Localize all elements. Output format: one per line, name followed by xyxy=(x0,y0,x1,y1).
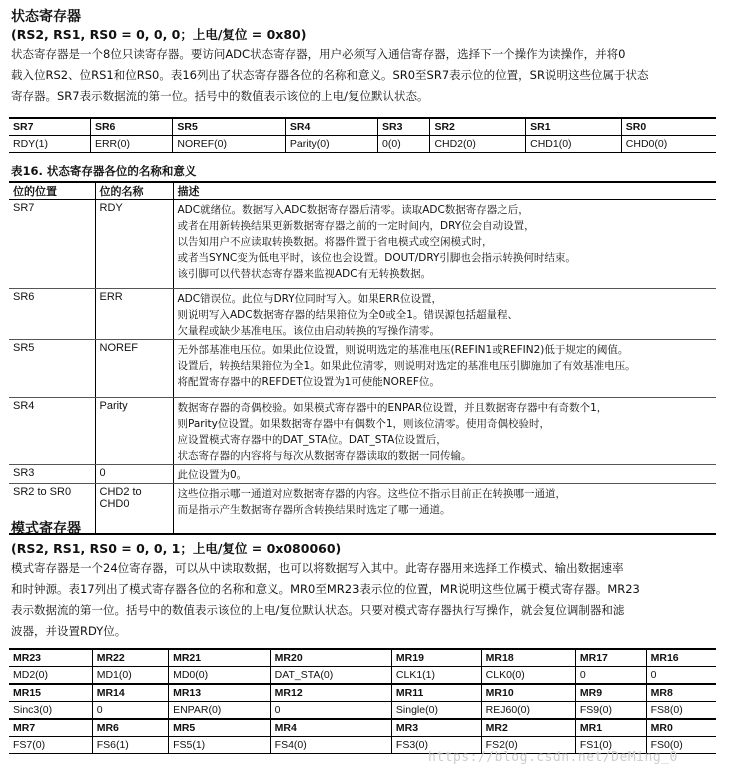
bit-value: 0 xyxy=(646,667,716,685)
mode-register-description xyxy=(11,558,640,642)
paragraph-line: 表示数据流的第一位。括号中的数值表示该位的上电/复位默认状态。只要对模式寄存器执行写操作，就会复位调制器和滤 xyxy=(11,603,625,617)
col-header-name: 位的名称 xyxy=(95,182,173,200)
table-row xyxy=(9,398,716,465)
desc-line: 该引脚可以代替状态寄存器来监视ADC有无转换数据。 xyxy=(177,268,432,280)
bit-header: MR6 xyxy=(92,719,168,737)
bit-header: MR0 xyxy=(646,719,716,737)
bit-name: NOREF xyxy=(95,340,173,398)
table-row xyxy=(9,484,716,534)
paragraph-line: 模式寄存器是一个24位寄存器，可以从中读取数据，也可以将数据写入其中。此寄存器用来选择工作模式、输出数据速率 xyxy=(11,561,624,575)
bit-description xyxy=(173,289,716,340)
bit-value: FS7(0) xyxy=(9,737,92,754)
bit-description xyxy=(173,465,716,484)
mode-register-title: 模式寄存器 xyxy=(11,521,81,537)
mode-register-subtitle: (RS2, RS1, RS0 = 0, 0, 1；上电/复位 = 0x080060) xyxy=(11,541,342,556)
bit-header: MR13 xyxy=(169,684,271,702)
bit-header: SR5 xyxy=(173,118,286,136)
bit-name: Parity xyxy=(95,398,173,465)
desc-line: 将配置寄存器中的REFDET位设置为1可使能NOREF位。 xyxy=(177,376,440,388)
desc-line: 则说明写入ADC数据寄存器的结果箝位为全0或全1。错误源包括超量程、 xyxy=(177,309,518,321)
paragraph-line: 波器，并设置RDY位。 xyxy=(11,624,127,638)
bit-name: RDY xyxy=(95,200,173,289)
bit-value: CLK1(1) xyxy=(391,667,481,685)
bit-header: MR7 xyxy=(9,719,92,737)
bit-header: MR9 xyxy=(575,684,646,702)
bit-header: SR6 xyxy=(90,118,172,136)
bit-header: MR18 xyxy=(481,649,575,667)
bit-value: FS1(0) xyxy=(575,737,646,754)
bit-value: FS3(0) xyxy=(391,737,481,754)
bit-position: SR3 xyxy=(9,465,95,484)
desc-line: 无外部基准电压位。如果此位设置，则说明选定的基准电压(REFIN1或REFIN2)低于规定的阈值。 xyxy=(177,344,629,356)
bit-value: RDY(1) xyxy=(9,136,90,153)
desc-line: 这些位指示哪一通道对应数据寄存器的内容。这些位不指示目前正在转换哪一通道， xyxy=(177,488,566,500)
bit-value: FS2(0) xyxy=(481,737,575,754)
bit-header: SR7 xyxy=(9,118,90,136)
bit-header: MR15 xyxy=(9,684,92,702)
table-row xyxy=(9,289,716,340)
bit-header: SR4 xyxy=(285,118,377,136)
bit-value: CHD2(0) xyxy=(430,136,526,153)
bit-header: MR17 xyxy=(575,649,646,667)
paragraph-line: 和时钟源。表17列出了模式寄存器各位的名称和意义。MR0至MR23表示位的位置，MR说明这些位属于模式寄存器。MR23 xyxy=(11,582,640,596)
bit-value: DAT_STA(0) xyxy=(270,667,391,685)
desc-line: 此位设置为0。 xyxy=(177,469,248,481)
bit-value: ENPAR(0) xyxy=(169,702,271,720)
table16-header-row xyxy=(9,182,716,200)
bit-header: MR20 xyxy=(270,649,391,667)
bit-header: MR3 xyxy=(391,719,481,737)
bit-header: MR21 xyxy=(169,649,271,667)
bit-value: CHD1(0) xyxy=(526,136,622,153)
desc-line: 欠量程或缺少基准电压。该位由启动转换的写操作清零。 xyxy=(177,325,440,337)
status-register-bit-table xyxy=(9,117,716,153)
bit-header: MR2 xyxy=(481,719,575,737)
bit-header: MR23 xyxy=(9,649,92,667)
col-header-position: 位的位置 xyxy=(9,182,95,200)
mode-register-bit-table xyxy=(9,648,716,754)
bit-header-row xyxy=(9,649,716,667)
bit-value: FS8(0) xyxy=(646,702,716,720)
bit-value: CLK0(0) xyxy=(481,667,575,685)
bit-name: CHD2 to CHD0 xyxy=(95,484,173,534)
bit-value: MD1(0) xyxy=(92,667,168,685)
bit-value: 0 xyxy=(575,667,646,685)
bit-header: MR16 xyxy=(646,649,716,667)
paragraph-line: 载入位RS2、位RS1和位RS0。表16列出了状态寄存器各位的名称和意义。SR0至SR7表示位的位置，SR说明这些位属于状态 xyxy=(11,68,649,82)
bit-header: MR14 xyxy=(92,684,168,702)
desc-line: 则Parity位设置。如果数据寄存器中有偶数个1，则该位清零。使用奇偶校验时， xyxy=(177,418,551,430)
bit-value-row xyxy=(9,136,716,153)
bit-header: SR3 xyxy=(378,118,430,136)
watermark: https://blog.csdn.net/DeMing_0 xyxy=(428,750,678,765)
desc-line: 状态寄存器的内容将与每次从数据寄存器读取的数据一同传输。 xyxy=(177,450,472,462)
bit-description xyxy=(173,484,716,534)
bit-value: Sinc3(0) xyxy=(9,702,92,720)
table-row xyxy=(9,200,716,289)
desc-line: 数据寄存器的奇偶校验。如果模式寄存器中的ENPAR位设置，并且数据寄存器中有奇数个1， xyxy=(177,402,608,414)
bit-value: FS4(0) xyxy=(270,737,391,754)
bit-header: MR4 xyxy=(270,719,391,737)
desc-line: 或者当SYNC变为低电平时，该位也会设置。DOUT/DRY引脚也会指示转换何时结束。 xyxy=(177,252,576,264)
bit-header: SR2 xyxy=(430,118,526,136)
bit-value: FS5(1) xyxy=(169,737,271,754)
bit-header: MR8 xyxy=(646,684,716,702)
status-register-description xyxy=(11,44,648,107)
desc-line: 以告知用户不应读取转换数据。将器件置于省电模式或空闲模式时， xyxy=(177,236,493,248)
bit-header: SR1 xyxy=(526,118,622,136)
paragraph-line: 寄存器。SR7表示数据流的第一位。括号中的数值表示该位的上电/复位默认状态。 xyxy=(11,89,429,103)
bit-value: Parity(0) xyxy=(285,136,377,153)
desc-line: ADC错误位。此位与DRY位同时写入。如果ERR位设置， xyxy=(177,293,442,305)
bit-description xyxy=(173,340,716,398)
bit-name: ERR xyxy=(95,289,173,340)
bit-value: CHD0(0) xyxy=(621,136,716,153)
status-register-subtitle: (RS2, RS1, RS0 = 0, 0, 0；上电/复位 = 0x80) xyxy=(11,27,307,42)
bit-position: SR4 xyxy=(9,398,95,465)
bit-value: FS0(0) xyxy=(646,737,716,754)
bit-description xyxy=(173,398,716,465)
col-header-description: 描述 xyxy=(173,182,716,200)
bit-value: FS6(1) xyxy=(92,737,168,754)
bit-value: ERR(0) xyxy=(90,136,172,153)
bit-header: MR22 xyxy=(92,649,168,667)
bit-value: 0(0) xyxy=(378,136,430,153)
bit-value: FS9(0) xyxy=(575,702,646,720)
bit-position: SR7 xyxy=(9,200,95,289)
bit-name: 0 xyxy=(95,465,173,484)
bit-header-row xyxy=(9,684,716,702)
desc-line: 设置后，转换结果箝位为全1。如果此位清零，则说明对选定的基准电压引脚施加了有效基准电压。 xyxy=(177,360,636,372)
desc-line: 应设置模式寄存器中的DAT_STA位。DAT_STA位设置后， xyxy=(177,434,447,446)
table-row xyxy=(9,465,716,484)
bit-header: MR11 xyxy=(391,684,481,702)
paragraph-line: 状态寄存器是一个8位只读寄存器。要访问ADC状态寄存器，用户必须写入通信寄存器，选择下一个操作为读操作，并将0 xyxy=(11,47,626,61)
bit-description xyxy=(173,200,716,289)
desc-line: ADC就绪位。数据写入ADC数据寄存器后清零。读取ADC数据寄存器之后， xyxy=(177,204,529,216)
bit-value: MD2(0) xyxy=(9,667,92,685)
table16 xyxy=(9,181,716,535)
bit-header: MR12 xyxy=(270,684,391,702)
bit-value: MD0(0) xyxy=(169,667,271,685)
desc-line: 或者在用新转换结果更新数据寄存器之前的一定时间内，DRY位会自动设置， xyxy=(177,220,535,232)
bit-value: NOREF(0) xyxy=(173,136,286,153)
bit-value: Single(0) xyxy=(391,702,481,720)
table-row xyxy=(9,340,716,398)
status-register-title: 状态寄存器 xyxy=(11,9,81,25)
bit-position: SR5 xyxy=(9,340,95,398)
bit-position: SR2 to SR0 xyxy=(9,484,95,534)
bit-value: 0 xyxy=(92,702,168,720)
bit-value-row xyxy=(9,702,716,720)
bit-position: SR6 xyxy=(9,289,95,340)
bit-value: REJ60(0) xyxy=(481,702,575,720)
bit-header: MR1 xyxy=(575,719,646,737)
bit-header: MR5 xyxy=(169,719,271,737)
bit-header: SR0 xyxy=(621,118,716,136)
bit-value: 0 xyxy=(270,702,391,720)
bit-header-row xyxy=(9,719,716,737)
bit-header: MR19 xyxy=(391,649,481,667)
bit-header-row xyxy=(9,118,716,136)
desc-line: 而是指示产生数据寄存器所含转换结果时选定了哪一通道。 xyxy=(177,504,451,516)
bit-value-row xyxy=(9,667,716,685)
bit-header: MR10 xyxy=(481,684,575,702)
table16-caption: 表16. 状态寄存器各位的名称和意义 xyxy=(11,164,197,178)
